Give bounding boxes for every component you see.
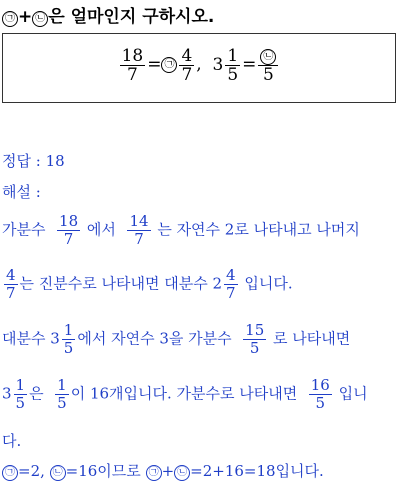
explanation-line-6: ㉠ =2, ㉡ =16이므로 ㉠ + ㉡ =2+16=18입니다. <box>2 460 324 481</box>
answer-label: 정답 : <box>2 152 46 170</box>
explanation-line-1: 가분수 $\frac{18}{7}$ 에서 $\frac{14}{7}$ 는 자연수 2로 나타내고 나머지 <box>2 212 360 248</box>
symbol-b: ㉡ <box>32 11 48 27</box>
question-text <box>2 2 214 27</box>
explanation-line-3: 대분수 3 $\frac{1}{5}$ 에서 자연수 3을 가분수 $\frac{15}{5}$ 로 나타내면 <box>2 321 351 357</box>
fraction-b-5: $\frac{㉡}{5}$ <box>258 46 278 84</box>
fraction-18-7: $\frac{18}{7}$ <box>121 45 144 85</box>
explanation-line-4: 3 $\frac{1}{5}$ 은 $\frac{1}{5}$ 이 16개입니다. 가분수로 나타내면 $\frac{16}{5}$ 입니 <box>2 376 368 412</box>
question-suffix: 은 얼마인지 구하시오. <box>48 7 215 27</box>
symbol-b-sol-2: ㉡ <box>174 465 190 481</box>
symbol-a: ㉠ <box>2 11 18 27</box>
explanation-line-5: 다. <box>2 432 22 450</box>
symbol-a-sol: ㉠ <box>2 465 18 481</box>
fraction-1-5: $\frac{1}{5}$ <box>227 45 239 85</box>
answer-value: 18 <box>45 152 65 170</box>
fraction-4-7: $\frac{4}{7}$ <box>181 45 193 85</box>
equals-2: = <box>242 54 257 75</box>
plus-sign: + <box>18 7 33 27</box>
problem-equation <box>3 46 395 84</box>
explanation-label: 해설 : <box>2 183 41 201</box>
blank-a: ㉠ <box>161 57 177 73</box>
equals: = <box>147 54 162 75</box>
blank-b: ㉡ <box>260 49 276 65</box>
symbol-a-sol-2: ㉠ <box>146 465 162 481</box>
whole-3: 3 <box>212 55 224 75</box>
answer-line <box>2 150 65 171</box>
explanation-line-2: $\frac{4}{7}$ 는 진분수로 나타내면 대분수 2 $\frac{4}{7}$ 입니다. <box>6 266 293 302</box>
problem-box <box>2 33 396 103</box>
symbol-b-sol: ㉡ <box>50 465 66 481</box>
comma: , <box>196 54 202 75</box>
